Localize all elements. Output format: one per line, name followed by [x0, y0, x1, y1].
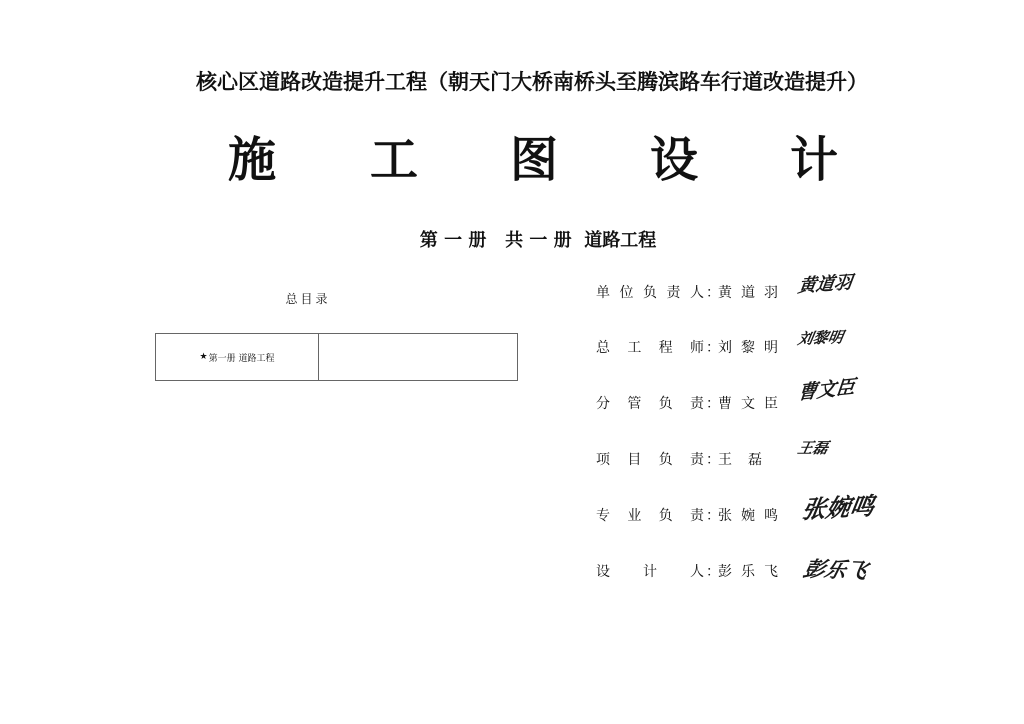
colon: ： — [706, 452, 720, 468]
person-name: 刘 黎 明 — [718, 340, 778, 356]
role-label: 设 计 人 — [596, 564, 704, 580]
volume-subtitle: 第 一 册 共 一 册 道路工程 — [419, 230, 657, 251]
colon: ： — [706, 340, 720, 356]
colon: ： — [706, 564, 720, 580]
toc-heading: 总目录 — [285, 292, 331, 306]
toc-table — [155, 333, 518, 381]
handwritten-signature: 王磊 — [796, 439, 830, 457]
colon: ： — [706, 396, 720, 412]
main-title-char: 工 — [370, 132, 419, 188]
person-name: 彭 乐 飞 — [718, 564, 778, 580]
person-name: 张 婉 鸣 — [718, 508, 778, 524]
toc-entry — [200, 351, 275, 364]
colon: ： — [706, 508, 720, 524]
role-label: 总 工 程 师 — [596, 340, 704, 356]
role-label: 单 位 负 责 人 — [596, 285, 704, 301]
handwritten-signature: 黄道羽 — [796, 271, 854, 298]
role-label: 项 目 负 责 — [596, 452, 704, 468]
toc-entry-label: 第一册 道路工程 — [208, 353, 275, 364]
handwritten-signature: 张婉鸣 — [799, 490, 877, 525]
role-label: 分 管 负 责 — [596, 396, 704, 412]
main-title-char: 施 — [228, 132, 277, 188]
project-title: 核心区道路改造提升工程（朝天门大桥南桥头至腾滨路车行道改造提升） — [196, 69, 868, 94]
person-name: 王 磊 — [718, 452, 762, 468]
handwritten-signature: 刘黎明 — [796, 328, 845, 348]
person-name: 曹 文 臣 — [718, 396, 778, 412]
handwritten-signature: 彭乐飞 — [801, 556, 871, 584]
main-title-char: 计 — [790, 132, 839, 188]
main-title-char: 图 — [510, 132, 559, 188]
star-icon: ★ — [199, 352, 208, 362]
colon: ： — [706, 285, 720, 301]
handwritten-signature: 曹文臣 — [796, 375, 857, 405]
person-name: 黄 道 羽 — [718, 285, 778, 301]
toc-cell — [156, 334, 319, 380]
role-label: 专 业 负 责 — [596, 508, 704, 524]
main-title-char: 设 — [650, 132, 699, 188]
